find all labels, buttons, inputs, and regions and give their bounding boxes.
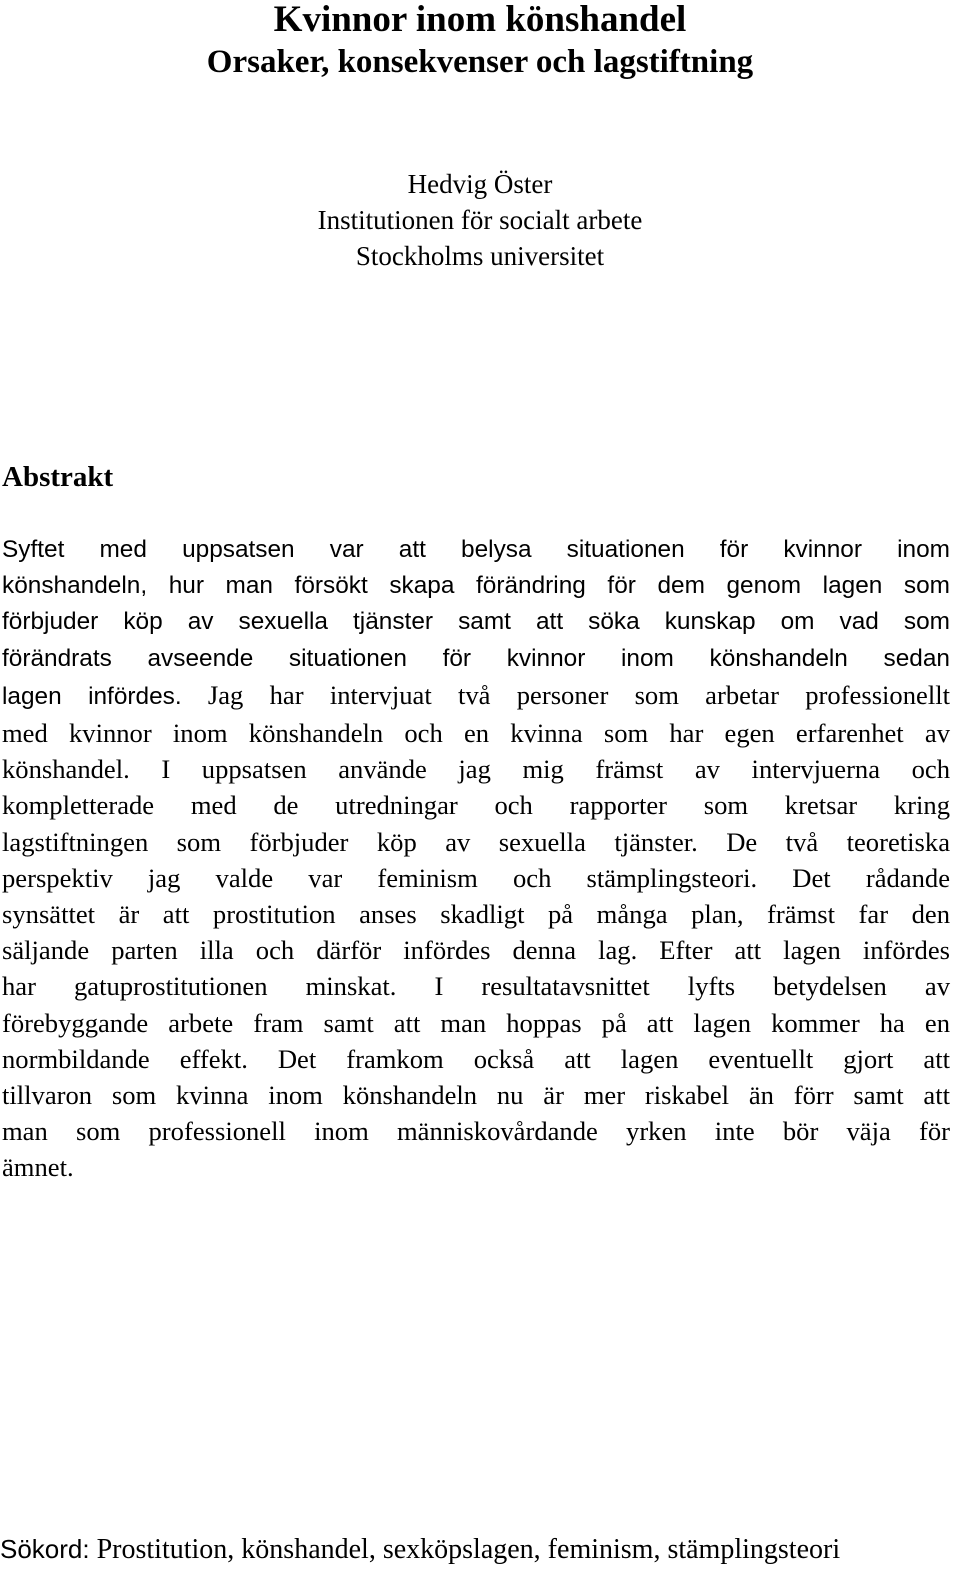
abstract-line: förbjuder köp av sexuella tjänster samt att söka kunskap om vad som: [2, 608, 950, 636]
abstract-line: normbildande effekt. Det framkom också att lagen eventuellt gjort att: [2, 1043, 950, 1074]
department-name: Institutionen för socialt arbete: [317, 205, 643, 235]
abstract-line: [2, 751, 950, 787]
abstract-line-segment: lagen infördes.: [2, 682, 182, 710]
abstract-body: [2, 532, 950, 1186]
abstract-line: säljande parten illa och därför infördes denna lag. Efter att lagen infördes: [2, 935, 950, 966]
abstract-line: [2, 677, 950, 715]
abstract-line: tillvaron som kvinna inom könshandeln nu är mer riskabel än förr samt att: [2, 1080, 950, 1111]
title-block: [0, 0, 960, 84]
abstract-line: förändrats avseende situationen för kvinnor inom könshandeln sedan: [2, 644, 950, 672]
abstract-line: könshandeln, hur man försökt skapa förändring för dem genom lagen som: [2, 572, 950, 600]
abstract-line: förebyggande arbete fram samt att man hoppas på att lagen kommer ha en: [2, 1007, 950, 1038]
document-subtitle: Orsaker, konsekvenser och lagstiftning: [206, 44, 754, 80]
university-name: Stockholms universitet: [355, 241, 605, 271]
keywords-label: Sökord:: [0, 1534, 90, 1564]
abstract-line-segment: Jag har intervjuat två personer som arbetar professionellt: [181, 679, 950, 710]
abstract-line: kompletterade med de utredningar och rapporter som kretsar kring: [2, 790, 950, 821]
abstract-line: med kvinnor inom könshandeln och en kvinna som har egen erfarenhet av: [2, 718, 950, 749]
abstract-line: man som professionell inom människovårdande yrken inte bör väja för: [2, 1116, 950, 1147]
abstract-heading: Abstrakt: [2, 461, 114, 493]
abstract-line-segment: I uppsatsen använde jag mig främst av intervjuerna och: [129, 754, 950, 785]
abstract-line: har gatuprostitutionen minskat. I resultatavsnittet lyfts betydelsen av: [2, 971, 950, 1002]
abstract-line-segment: könshandel.: [2, 754, 130, 785]
author-name: Hedvig Öster: [407, 169, 553, 199]
author-block: [0, 166, 960, 274]
keywords-line: [0, 1531, 960, 1568]
abstract-line: Syftet med uppsatsen var att belysa situationen för kvinnor inom: [2, 536, 950, 563]
abstract-line: synsättet är att prostitution anses skadligt på många plan, främst far den: [2, 899, 950, 930]
abstract-line: lagstiftningen som förbjuder köp av sexuella tjänster. De två teoretiska: [2, 826, 950, 857]
abstract-line: perspektiv jag valde var feminism och stämplingsteori. Det rådande: [2, 862, 950, 893]
abstract-line: ämnet.: [2, 1152, 74, 1183]
document-title: Kvinnor inom könshandel: [273, 0, 687, 40]
keywords-text: Prostitution, könshandel, sexköpslagen, feminism, stämplingsteori: [89, 1534, 841, 1565]
